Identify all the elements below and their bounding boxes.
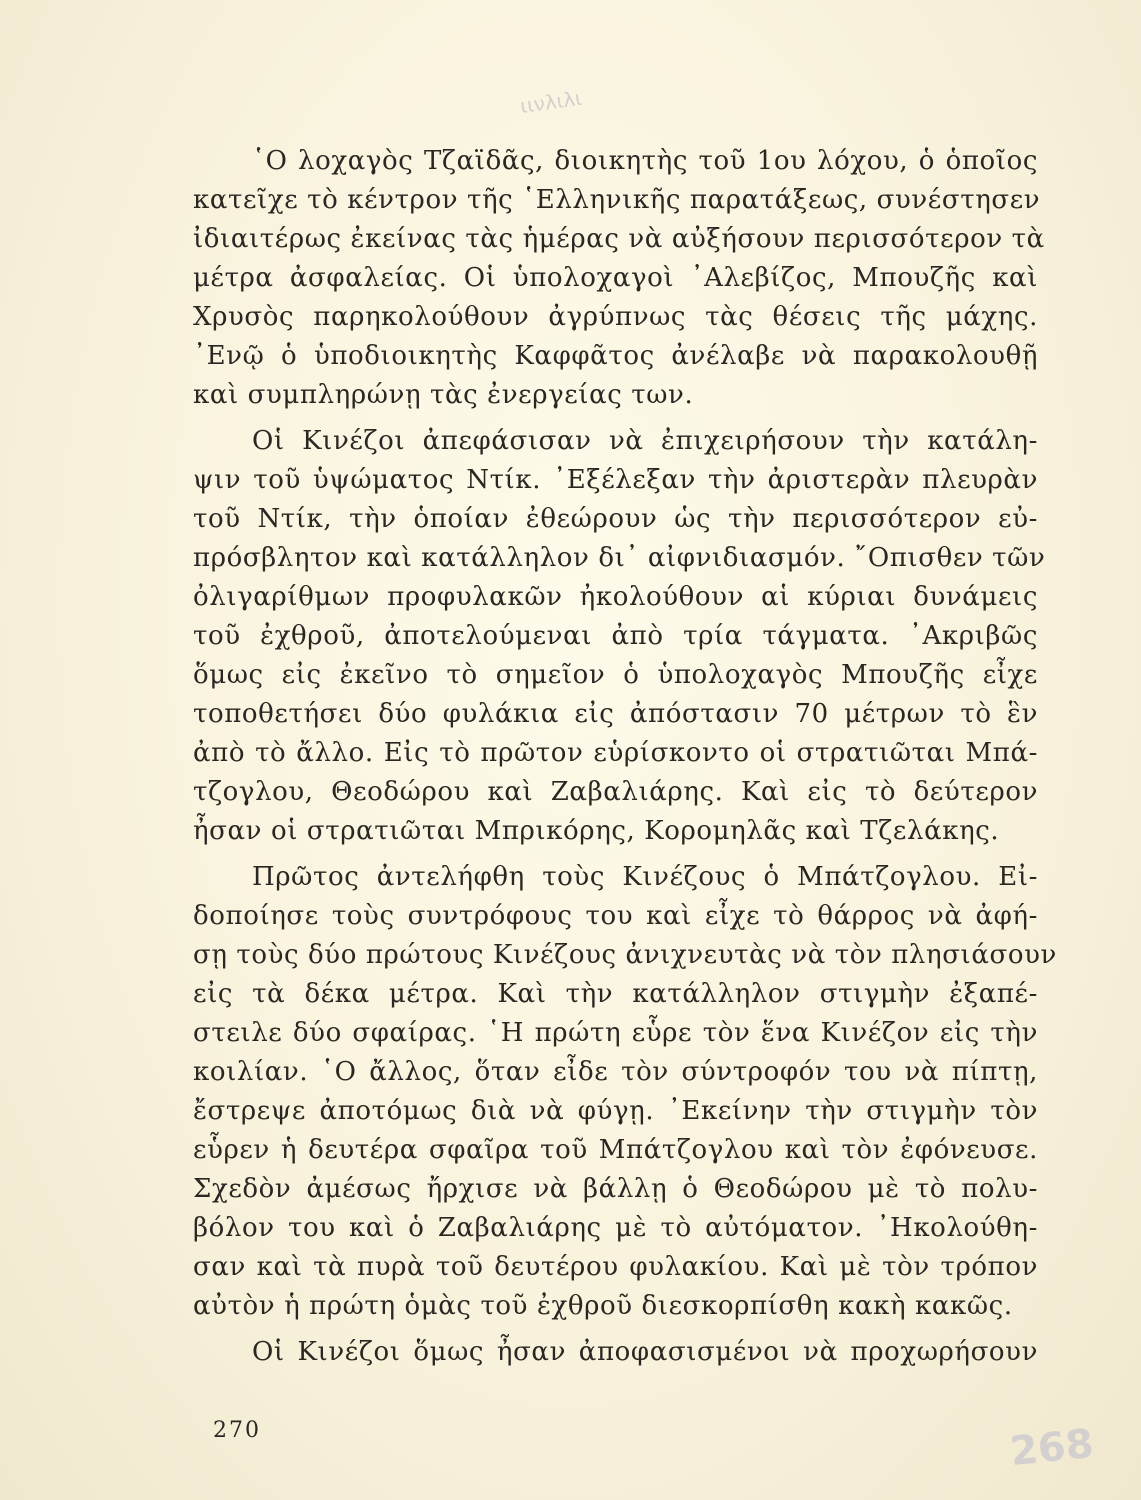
text-line-21: σῃ τοὺς δύο πρώτους Κινέζους ἀνιχνευτὰς νὰ τὸν πλησιάσουν (193, 940, 1057, 970)
text-line-6: ᾿Ενῷ ὁ ὑποδιοικητὴς Καφφᾶτος ἀνέλαβε νὰ παρακολουθῇ (193, 341, 1038, 371)
text-line-25: ἔστρεψε ἀποτόμως διὰ νὰ φύγῃ. ᾿Εκείνην τὴν στιγμὴν τὸν (193, 1096, 1038, 1126)
text-line-10: τοῦ Ντίκ, τὴν ὁποίαν ἐθεώρουν ὡς τὴν περισσότερον εὐ- (193, 504, 1038, 534)
text-line-18: ἦσαν οἱ στρατιῶται Μπρικόρης, Κορομηλᾶς καὶ Τζελάκης. (193, 816, 1000, 846)
text-line-26: εὗρεν ἡ δευτέρα σφαῖρα τοῦ Μπάτζογλου καὶ τὸν ἐφόνευσε. (193, 1135, 1038, 1165)
text-line-13: τοῦ ἐχθροῦ, ἀποτελούμεναι ἀπὸ τρία τάγματα. ᾿Ακριβῶς (193, 621, 1038, 651)
text-line-2: κατεῖχε τὸ κέντρον τῆς ῾Ελληνικῆς παρατάξεως, συνέστησεν (193, 185, 1041, 215)
text-line-16: ἀπὸ τὸ ἄλλο. Εἰς τὸ πρῶτον εὑρίσκοντο οἱ στρατιῶται Μπά- (193, 738, 1038, 768)
text-line-20: δοποίησε τοὺς συντρόφους του καὶ εἶχε τὸ θάρρος νὰ ἀφή- (193, 901, 1038, 931)
text-line-12: ὀλιγαρίθμων προφυλακῶν ἠκολούθουν αἱ κύριαι δυνάμεις (193, 582, 1038, 612)
text-line-22: εἰς τὰ δέκα μέτρα. Καὶ τὴν κατάλληλον στιγμὴν ἐξαπέ- (193, 979, 1038, 1009)
text-line-31: Οἱ Κινέζοι ὅμως ἦσαν ἀποφασισμένοι νὰ προχωρήσουν (252, 1337, 1038, 1367)
text-line-29: σαν καὶ τὰ πυρὰ τοῦ δευτέρου φυλακίου. Καὶ μὲ τὸν τρόπον (193, 1252, 1038, 1282)
text-line-23: στειλε δύο σφαίρας. ῾Η πρώτη εὗρε τὸν ἕνα Κινέζον εἰς τὴν (193, 1018, 1038, 1048)
text-line-11: πρόσβλητον καὶ κατάλληλον δι᾿ αἰφνιδιασμόν. ῎Οπισθεν τῶν (193, 543, 1046, 573)
pencil-page-number: 268 (1007, 1420, 1096, 1476)
text-line-24: κοιλίαν. ῾Ο ἄλλος, ὅταν εἶδε τὸν σύντροφόν του νὰ πίπτῃ, (193, 1057, 1038, 1087)
text-line-27: Σχεδὸν ἀμέσως ἤρχισε νὰ βάλλῃ ὁ Θεοδώρου μὲ τὸ πολυ- (193, 1174, 1038, 1204)
text-line-7: καὶ συμπληρώνῃ τὰς ἐνεργείας των. (193, 380, 694, 410)
text-line-17: τζογλου, Θεοδώρου καὶ Ζαβαλιάρης. Καὶ εἰς τὸ δεύτερον (193, 777, 1038, 807)
text-line-5: Χρυσὸς παρηκολούθουν ἀγρύπνως τὰς θέσεις τῆς μάχης. (193, 302, 1038, 332)
pencil-annotation-top: ιινλιλι (518, 85, 584, 119)
page-number: 270 (213, 1418, 261, 1443)
text-line-30: αὐτὸν ἡ πρώτη ὁμὰς τοῦ ἐχθροῦ διεσκορπίσθη κακὴ κακῶς. (193, 1291, 1013, 1321)
text-line-14: ὅμως εἰς ἐκεῖνο τὸ σημεῖον ὁ ὑπολοχαγὸς Μπουζῆς εἶχε (193, 660, 1038, 690)
text-line-1: ῾Ο λοχαγὸς Τζαϊδᾶς, διοικητὴς τοῦ 1ου λόχου, ὁ ὁποῖος (252, 146, 1038, 176)
text-line-28: βόλον του καὶ ὁ Ζαβαλιάρης μὲ τὸ αὐτόματον. ᾿Ηκολούθη- (193, 1213, 1038, 1243)
text-line-3: ἰδιαιτέρως ἐκείνας τὰς ἡμέρας νὰ αὐξήσουν περισσότερον τὰ (193, 224, 1045, 254)
text-line-8: Οἱ Κινέζοι ἀπεφάσισαν νὰ ἐπιχειρήσουν τὴν κατάλη- (252, 426, 1038, 456)
text-line-15: τοποθετήσει δύο φυλάκια εἰς ἀπόστασιν 70 μέτρων τὸ ἓν (193, 699, 1038, 729)
text-line-19: Πρῶτος ἀντελήφθη τοὺς Κινέζους ὁ Μπάτζογλου. Εἰ- (252, 862, 1038, 892)
text-line-9: ψιν τοῦ ὑψώματος Ντίκ. ᾿Εξέλεξαν τὴν ἀριστερὰν πλευρὰν (193, 465, 1038, 495)
text-line-4: μέτρα ἀσφαλείας. Οἱ ὑπολοχαγοὶ ᾿Αλεβίζος, Μπουζῆς καὶ (193, 263, 1038, 293)
